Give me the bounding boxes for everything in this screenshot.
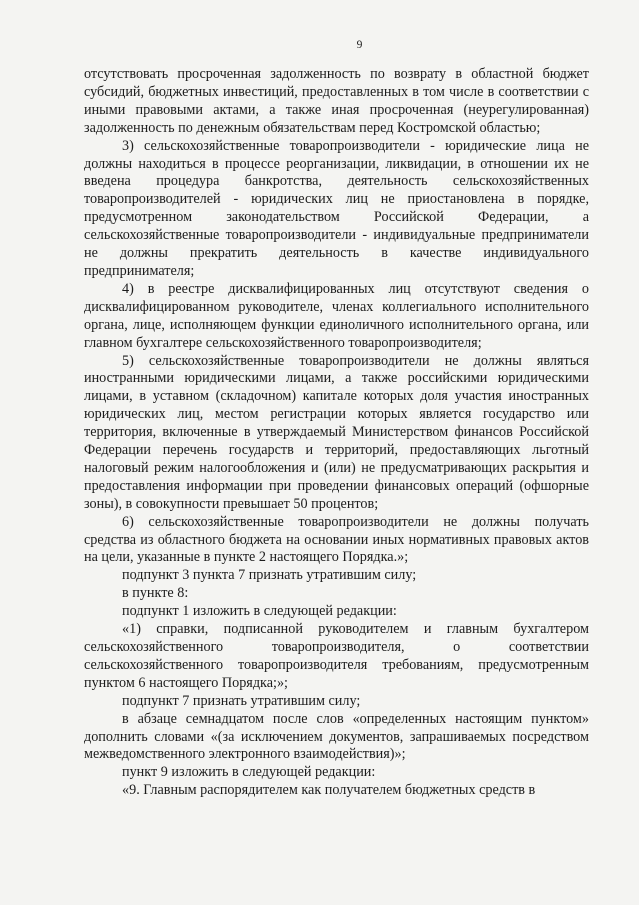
paragraph-item-4: 4) в реестре дисквалифицированных лиц отсутствуют сведения о дисквалифицированном руководителе, членах коллегиального исполнительного органа, лице, исполняющем функции единоличного исполнительного органа, или главном бухгалтере сельскохозяйственного товаропроизводителя; — [84, 280, 589, 351]
paragraph-seventeenth-amendment: в абзаце семнадцатом после слов «определенных настоящим пунктом» дополнить словами «(за исключением документов, запрашиваемых посредством межведомственного электронного взаимодействия)»; — [84, 710, 589, 763]
paragraph-continuation: отсутствовать просроченная задолженность по возврату в областной бюджет субсидий, бюджетных инвестиций, предоставленных в том числе в соответствии с иными правовыми актами, а также иная просроченная (неурегулированная) задолженность по денежным обязательствам перед Костромской областью; — [84, 66, 589, 136]
paragraph-subitem-7-revoked: подпункт 7 признать утратившим силу; — [122, 692, 361, 709]
page-number: 9 — [356, 39, 363, 51]
paragraph-subitem-1-intro: подпункт 1 изложить в следующей редакции: — [122, 603, 397, 620]
paragraph-clause-9-intro: пункт 9 изложить в следующей редакции: — [122, 764, 376, 781]
paragraph-item-6: 6) сельскохозяйственные товаропроизводители не должны получать средства из областного бюджета на основании иных нормативных правовых актов на цели, указанные в пункте 2 настоящего Порядка.»; — [84, 513, 589, 566]
document-body — [84, 66, 589, 800]
paragraph-item-3: 3) сельскохозяйственные товаропроизводители - юридические лица не должны находиться в процессе реорганизации, ликвидации, в отношении их не введена процедура банкротства, деятельность сельскохозяйственных товаропроизводителей - юридических лиц не приостановлена в порядке, предусмотренном законодательством Российской Федерации, а сельскохозяйственные товаропроизводители - индивидуальные предприниматели не должны прекратить деятельность в качестве индивидуального предпринимателя; — [84, 137, 589, 279]
paragraph-subitem-3-revoked: подпункт 3 пункта 7 признать утратившим силу; — [122, 567, 417, 584]
paragraph-item-5: 5) сельскохозяйственные товаропроизводители не должны являться иностранными юридическими лицами, а также российскими юридическими лицами, в уставном (складочном) капитале которых доля участия иностранных юридических лиц, местом регистрации которых является государство или территория, включенные в утверждаемый Министерством финансов Российской Федерации перечень государств и территорий, предоставляющих льготный налоговый режим налогообложения и (или) не предусматривающих раскрытия и предоставления информации при проведении финансовых операций (офшорные зоны), в совокупности превышает 50 процентов; — [84, 352, 589, 512]
paragraph-clause-8-intro: в пункте 8: — [122, 585, 189, 602]
paragraph-subitem-1-text: «1) справки, подписанной руководителем и главным бухгалтером сельскохозяйственного товаропроизводителя, о соответствии сельскохозяйственного товаропроизводителя требованиям, предусмотренным пунктом 6 настоящего Порядка;»; — [84, 621, 589, 691]
paragraph-clause-9-text: «9. Главным распорядителем как получателем бюджетных средств в — [122, 782, 536, 799]
